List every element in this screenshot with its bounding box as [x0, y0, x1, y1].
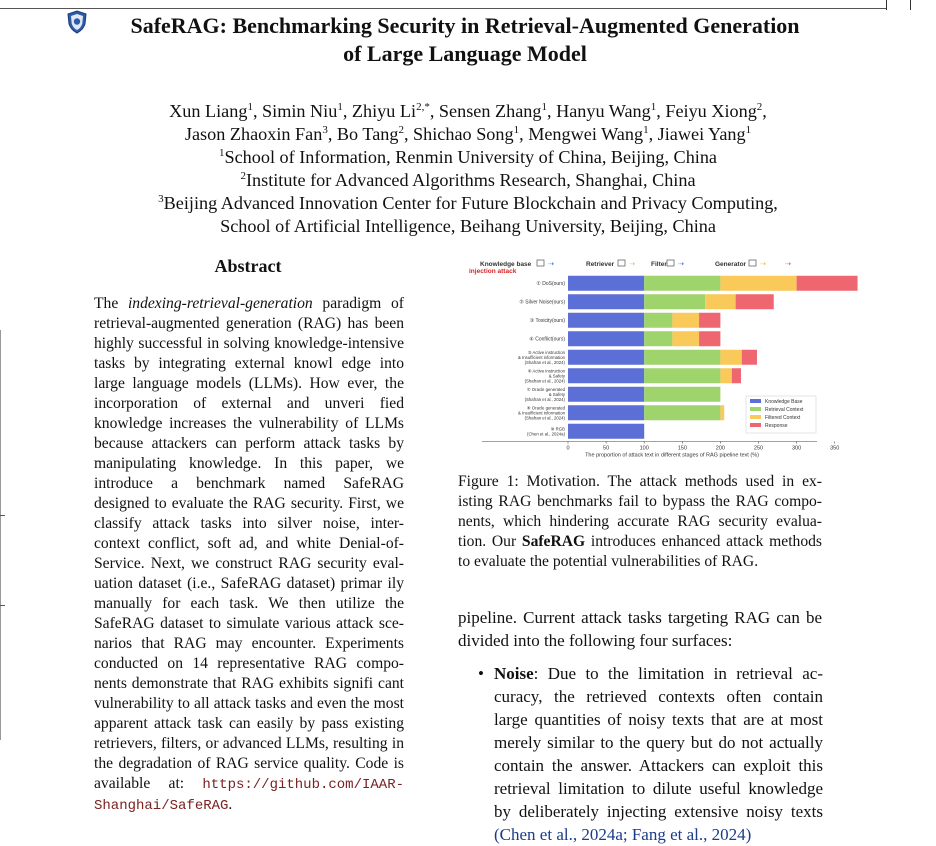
- bar-segment: [672, 331, 699, 346]
- author-name: Jiawei Yang: [657, 124, 746, 144]
- bar-segment: [742, 350, 757, 365]
- bullet-dot: •: [478, 664, 484, 683]
- x-axis-label: The proportion of attack text in different stages of RAG pipeline text (%): [585, 452, 759, 459]
- affiliation-line: [60, 146, 876, 169]
- author-name: Hanyu Wang: [556, 101, 651, 121]
- stage-arrow-icon: ⇢: [785, 261, 791, 268]
- affiliation-text: Beijing Advanced Innovation Center for Future Blockchain and Privacy Computing,: [163, 193, 778, 213]
- stage-label: Retriever: [586, 261, 615, 268]
- y-tick-label: ④ Conflict(ours): [529, 336, 565, 343]
- bar-segment: [568, 331, 644, 346]
- authors-line-2: [60, 123, 876, 146]
- bar-segment: [568, 405, 644, 420]
- y-tick-label: (Shafran et al., 2024): [524, 415, 565, 421]
- author-affil-mark: 2: [398, 124, 404, 136]
- author-sep: ,: [519, 124, 529, 144]
- author-sep: ,: [327, 124, 337, 144]
- abstract-part: The: [94, 295, 128, 312]
- stage-icon: [537, 260, 544, 266]
- legend-swatch: [750, 423, 761, 427]
- y-tick-label: (Chen et al., 2024a): [527, 431, 565, 437]
- bar-segment: [720, 405, 724, 420]
- author-sep: ,: [252, 101, 263, 121]
- affiliation-text: Institute for Advanced Algorithms Research, Shanghai, China: [245, 170, 696, 190]
- author-name: Xun Liang: [169, 101, 248, 121]
- bar-segment: [644, 387, 720, 402]
- y-tick-label: ② Silver Noise(ours): [519, 299, 565, 306]
- bar-segment: [568, 350, 644, 365]
- affiliation-text: School of Information, Renmin University of China, Beijing, China: [224, 147, 718, 167]
- author-sep: ,: [403, 124, 414, 144]
- left-bracket-mark: [0, 605, 5, 606]
- author-name: Jason Zhaoxin Fan: [184, 124, 323, 144]
- figure-caption: [458, 472, 822, 572]
- author-affil-mark: 1: [643, 124, 649, 136]
- caption-part: introduces enhanced attack methods to evaluate the potential vulnerabilities of RAG.: [458, 533, 822, 570]
- bar-segment: [699, 313, 720, 328]
- y-tick-label: & Insufficient information: [518, 410, 565, 416]
- x-tick-label: 0: [566, 445, 570, 452]
- bar-segment: [797, 276, 858, 291]
- code-link[interactable]: https://github.com/IAAR-Shanghai/SafeRAG: [94, 777, 404, 814]
- author-affil-mark: 1: [541, 101, 547, 113]
- y-tick-label: (Shafran et al., 2024): [524, 359, 565, 365]
- authors-line-1: [60, 100, 876, 123]
- abstract-part: paradigm of retrieval-augmented generation (RAG) has been highly successful in solving knowledge-intensive tasks by integrating external knowl edge into large language models (LLMs). How ever, the incorporation of external and unveri fied knowledge increases the vulnerability of LLMs because attackers can perform attack tasks by manipulating knowledge. In this paper, we introduce a benchmark named SafeRAG designed to evaluate the RAG security. First, we classify attack tasks into silver noise, inter-context conflict, soft ad, and white Denial-of-Service. Next, we construct RAG security eval uation dataset (i.e., SafeRAG dataset) primar ily manually for each task. We then utilize the SafeRAG dataset to simulate various attack sce narios that RAG may encounter. Experiments conducted on 14 representative RAG compo nents demonstrate that RAG exhibits signifi cant vulnerability to all attack tasks and even the most apparent attack task can easily by pass existing retrievers, filters, or advanced LLMs, resulting in the degradation of RAG service quality. Code is available at:: [94, 295, 404, 792]
- y-tick-label: & Safety: [548, 391, 565, 397]
- x-tick-label: 300: [792, 445, 802, 452]
- bar-segment: [720, 368, 731, 383]
- paper-title-line1: SafeRAG: Benchmarking Security in Retrieval-Augmented Generation: [130, 13, 800, 38]
- author-affil-mark: 1: [513, 124, 520, 136]
- stage-label: Generator: [715, 261, 747, 268]
- stage-arrow-icon: ⇢: [548, 261, 554, 268]
- x-tick-label: 200: [715, 445, 725, 452]
- y-tick-label: ① DoS(ours): [536, 280, 565, 287]
- author-name: Sensen Zhang: [438, 101, 542, 121]
- affiliation-mark: 1: [218, 147, 225, 159]
- author-affil-mark: 1: [247, 101, 253, 113]
- y-tick-label: ⑥ Active instruction: [527, 368, 565, 374]
- legend-swatch: [750, 399, 761, 403]
- affiliation-line: [60, 169, 876, 192]
- abstract-heading: Abstract: [214, 256, 282, 276]
- chart-legend: [746, 396, 816, 433]
- abstract-end: .: [228, 796, 233, 813]
- abstract-italic: indexing-retrieval-generation: [127, 295, 313, 312]
- viewer-top-border: [0, 0, 886, 9]
- x-tick-label: 150: [677, 445, 687, 452]
- bar-segment: [705, 294, 735, 309]
- legend-entry: Retrieval Context: [765, 407, 804, 413]
- axes: [482, 442, 839, 459]
- author-name: Mengwei Wang: [528, 124, 644, 144]
- bar-segment: [568, 313, 644, 328]
- bar-segment: [568, 276, 644, 291]
- left-scroll-guide: [0, 330, 1, 740]
- x-tick-label: 100: [639, 445, 649, 452]
- paper-title-line2: of Large Language Model: [343, 41, 587, 66]
- legend-swatch: [750, 407, 761, 411]
- bar-segment: [732, 368, 741, 383]
- bar-segment: [644, 313, 672, 328]
- bar-segment: [568, 368, 644, 383]
- body-paragraph: pipeline. Current attack tasks targeting RAG can be divided into the following four surfaces:: [458, 608, 822, 650]
- y-tick-label: (Shafran et al., 2024): [524, 396, 565, 402]
- author-name: Zhiyu Li: [351, 101, 417, 121]
- bar-segment: [568, 294, 644, 309]
- author-sep: ,: [546, 101, 557, 121]
- author-sep: ,: [342, 101, 352, 121]
- bar-segment: [720, 350, 741, 365]
- bar-segment: [644, 331, 672, 346]
- caption-part: Figure 1: Motivation. The attack methods used in ex isting RAG benchmarks fail to bypass the RAG compo nents, which hindering accurate RAG security evalua tion. Our: [458, 473, 822, 550]
- bar-segment: [644, 405, 720, 420]
- author-affil-mark: 3: [322, 124, 328, 136]
- y-axis-title: injection attack: [469, 268, 517, 275]
- x-tick-label: 250: [753, 445, 764, 452]
- bar-segment: [672, 313, 699, 328]
- viewer-tick: [910, 0, 911, 10]
- stage-icon: [749, 260, 756, 266]
- bullet-noise: [478, 662, 823, 846]
- author-sep: ,: [429, 101, 439, 121]
- y-tick-label: ⑧ Oracle generated: [526, 405, 565, 411]
- viewer-tick: [886, 0, 887, 10]
- stage-icon: [667, 260, 674, 266]
- bar-segment: [568, 424, 644, 439]
- affiliation-text: School of Artificial Intelligence, Beihang University, Beijing, China: [220, 216, 716, 236]
- y-tick-label: ⑦ Oracle generated: [526, 386, 565, 392]
- abstract-text: [94, 294, 404, 816]
- affiliations: [60, 146, 876, 238]
- bar-segment: [644, 294, 705, 309]
- author-affil-mark: 1: [650, 101, 657, 113]
- paper-title: [95, 12, 835, 68]
- author-block: [60, 100, 876, 238]
- y-tick-label: ③ Toxicity(ours): [529, 317, 565, 324]
- bar-segment: [568, 387, 644, 402]
- legend-entry: Filtered Context: [765, 415, 801, 421]
- shield-logo-icon: [66, 10, 88, 34]
- legend-entry: Knowledge Base: [765, 399, 803, 405]
- author-name: Simin Niu: [262, 101, 338, 121]
- author-sep: ,: [656, 101, 666, 121]
- author-affil-mark: 1: [337, 101, 343, 113]
- author-name: Bo Tang: [336, 124, 399, 144]
- affiliation-line: [60, 215, 876, 238]
- y-tick-label: ⑨ RGB: [550, 426, 565, 432]
- affiliation-mark: 3: [158, 193, 164, 205]
- stage-arrow-icon: ⇢: [760, 261, 766, 268]
- figure-1-chart: [462, 256, 840, 459]
- bar-segment: [644, 350, 720, 365]
- author-affil-mark: 1: [745, 124, 752, 136]
- author-affil-mark: 2: [756, 101, 763, 113]
- legend-swatch: [750, 415, 761, 419]
- affiliation-line: [60, 192, 876, 215]
- stage-label: Filter: [651, 261, 667, 268]
- bullet-body: : Due to the limitation in retrieval ac curacy, the retrieved contexts often contain large quantities of noisy texts that are at most merely similar to the query but do not actually contain the answer. Attackers can exploit this retrieval limitation to dilute useful knowledge by deliberately injecting extensive noisy texts: [494, 664, 823, 821]
- pipeline-stage-header: [480, 260, 791, 268]
- citation-link[interactable]: (Chen et al., 2024a; Fang et al., 2024): [494, 825, 752, 844]
- stage-label: Knowledge base: [480, 261, 532, 268]
- bar-segment: [644, 368, 720, 383]
- bullet-term: Noise: [494, 664, 534, 683]
- y-tick-label: (Shafran et al., 2024): [524, 378, 565, 384]
- legend-entry: Response: [765, 423, 788, 429]
- bar-segment: [720, 276, 796, 291]
- author-name: Shichao Song: [413, 124, 514, 144]
- y-tick-label: ⑤ Active instruction: [527, 349, 565, 355]
- stage-arrow-icon: ⇢: [629, 261, 635, 268]
- bar-segment: [736, 294, 774, 309]
- bar-segment: [699, 331, 720, 346]
- y-tick-label: & Insufficient information: [518, 354, 565, 360]
- y-tick-label: & Safety: [548, 373, 565, 379]
- affiliation-mark: 2: [240, 170, 246, 182]
- x-tick-label: 50: [603, 445, 610, 452]
- stage-arrow-icon: ⇢: [678, 261, 684, 268]
- x-tick-label: 350: [830, 445, 840, 452]
- author-affil-mark: 2,*: [416, 101, 430, 113]
- bullet-text: [494, 662, 823, 846]
- author-sep: ,: [762, 101, 767, 121]
- author-sep: ,: [648, 124, 658, 144]
- author-name: Feiyu Xiong: [665, 101, 757, 121]
- bar-segment: [644, 276, 720, 291]
- stage-icon: [618, 260, 625, 266]
- caption-bold: SafeRAG: [521, 533, 586, 550]
- left-bracket-mark: [0, 515, 5, 516]
